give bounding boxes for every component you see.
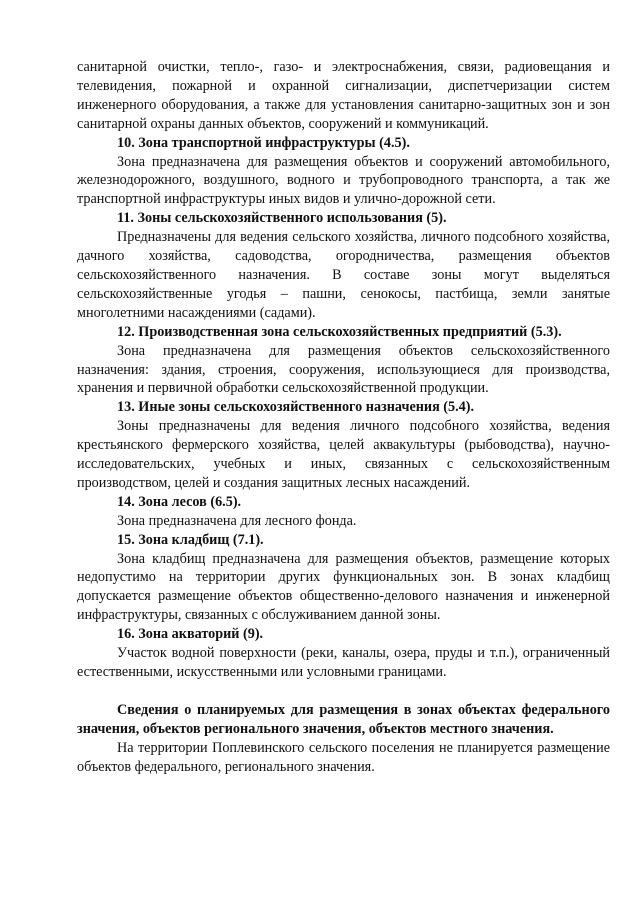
paragraph-zone-16: Участок водной поверхности (реки, каналы, озера, пруды и т.п.), ограниченный естественными, искусственными или условными границами. (77, 645, 610, 680)
heading-zone-16: 16. Зона акваторий (9). (117, 626, 264, 643)
paragraph-planned-objects: На территории Поплевинского сельского поселения не планируется размещение объектов федерального, регионального значения. (77, 739, 610, 775)
paragraph-intro: санитарной очистки, тепло-, газо- и электроснабжения, связи, радиовещания и телевидения, пожарной и охранной сигнализации, диспетчеризации систем инженерного оборудования, а также для установления санитарно-защитных зон и зон санитарной охраны данных объектов, сооружений и коммуникаций. (77, 59, 610, 132)
spacer (77, 682, 610, 701)
heading-zone-13: 13. Иные зоны сельскохозяйственного назначения (5.4). (117, 399, 475, 416)
heading-zone-12: 12. Производственная зона сельскохозяйственных предприятий (5.3). (117, 323, 562, 340)
paragraph-zone-14: Зона предназначена для лесного фонда. (117, 512, 357, 529)
heading-zone-14: 14. Зона лесов (6.5). (117, 493, 242, 510)
paragraph-zone-11: Предназначены для ведения сельского хозяйства, личного подсобного хозяйства, дачного хозяйства, садоводства, огородничества, размещения объектов сельскохозяйственного назначения. В составе зоны могут выделяться сельскохозяйственные угодья – пашни, сенокосы, пастбища, земли занятые многолетними насаждениями (садами). (77, 229, 610, 321)
heading-zone-11: 11. Зоны сельскохозяйственного использования (5). (117, 210, 447, 227)
heading-planned-objects: Сведения о планируемых для размещения в зонах объектах федерального значения, объектов регионального значения, объектов местного значения. (77, 701, 610, 737)
paragraph-zone-10: Зона предназначена для размещения объектов и сооружений автомобильного, железнодорожного, воздушного, водного и трубопроводного транспорта, а так же транспортной инфраструктуры иных видов и улично-дорожной сети. (77, 153, 610, 208)
paragraph-zone-12: Зона предназначена для размещения объектов сельскохозяйственного назначения: здания, строения, сооружения, использующиеся для производства, хранения и первичной обработки сельскохозяйственной продукции. (77, 342, 610, 397)
paragraph-zone-13: Зоны предназначены для ведения личного подсобного хозяйства, ведения крестьянского фермерского хозяйства, целей аквакультуры (рыбоводства), научно-исследовательских, учебных и иных, связанных с сельскохозяйственным производством, целей и создания защитных лесных насаждений. (77, 418, 610, 491)
heading-zone-15: 15. Зона кладбищ (7.1). (117, 531, 264, 548)
paragraph-zone-15: Зона кладбищ предназначена для размещения объектов, размещение которых недопустимо на территории других функциональных зон. В зонах кладбищ допускается размещение объектов общественно-делового назначения и инженерной инфраструктуры, связанных с обслуживанием данной зоны. (77, 550, 610, 624)
heading-zone-10: 10. Зона транспортной инфраструктуры (4.5). (117, 134, 410, 151)
